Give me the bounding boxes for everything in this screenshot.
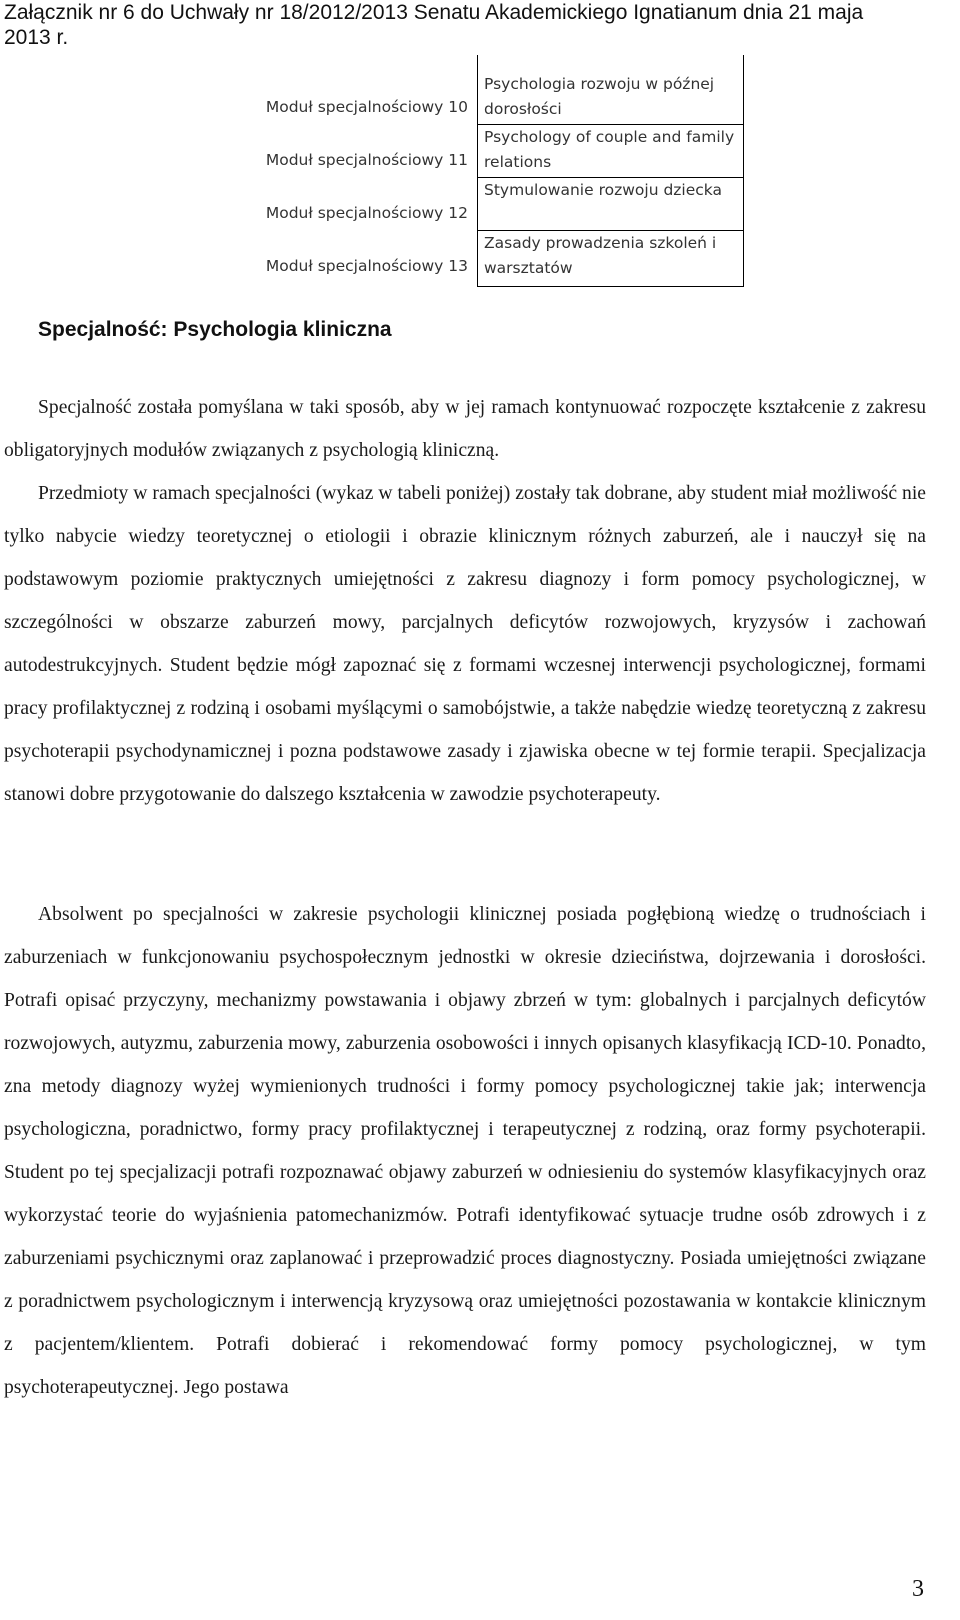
module-title-cell: Psychologia rozwoju w późnej dorosłości [484, 75, 715, 118]
table-column-divider [477, 55, 478, 287]
graduate-paragraph: Absolwent po specjalności w zakresie psychologii klinicznej posiada pogłębioną wiedzę o trudnościach i zaburzeniach w funkcjonowaniu psychospołecznym jednostki w okresie dzieciństwa, dojrzewania i dorosłości. Potrafi opisać przyczyny, mechanizmy powstawania i objawy zbrzeń w tym: globalnych i parcjalnych deficytów rozwojowych, autyzmu, zaburzenia mowy, zaburzenia osobowości i innych opisanych klasyfikacją ICD-10. Ponadto, zna metody diagnozy wyżej wymienionych trudności i formy pomocy psychologicznej takie jak; interwencja psychologiczna, poradnictwo, formy pracy profilaktycznej i terapeutycznej z rodziną, oraz formy psychoterapii. Student po tej specjalizacji potrafi rozpoznawać objawy zaburzeń w odniesieniu do systemów klasyfikacyjnych oraz wykorzystać teorie do wyjaśnienia patomechanizmów. Potrafi identyfikować sytuacje trudne osób zdrowych i z zaburzeniami psychicznymi oraz zaplanować i przeprowadzić proces diagnostyczny. Posiada umiejętności związane z poradnictwem psychologicznym i interwencją kryzysową oraz umiejętności pozostawania w kontakcie klinicznym z pacjentem/klientem. Potrafi dobierać i rekomendować formy pomocy psychologicznej, w tym psychoterapeutycznej. Jego postawa [4, 904, 926, 1398]
module-title-cell: Psychology of couple and family relations [484, 128, 735, 171]
module-title-cell: Zasady prowadzenia szkoleń i warsztatów [484, 234, 717, 277]
page-number: 3 [912, 1576, 924, 1602]
table-bottom-border [477, 286, 744, 287]
intro-paragraph: Specjalność została pomyślana w taki sposób, aby w jej ramach kontynuować rozpoczęte kształcenie z zakresu obligatoryjnych modułów związanych z psychologią kliniczną. [4, 397, 926, 461]
courses-paragraph: Przedmioty w ramach specjalności (wykaz w tabeli poniżej) zostały tak dobrane, aby student miał możliwość nie tylko nabycie wiedzy teoretycznej o etiologii i obrazie klinicznym różnych zaburzeń, ale i nauczył się na podstawowym poziomie praktycznych umiejętności z zakresu diagnozy i form pomocy psychologicznej, w szczególności w obszarze zaburzeń mowy, parcjalnych deficytów rozwojowych, kryzysów i zachowań autodestrukcyjnych. Student będzie mógł zapoznać się z formami wczesnej interwencji psychologicznej, formami pracy profilaktycznej z rodziną i osobami myślącymi o samobójstwie, a także nabędzie wiedzę teoretyczną z zakresu psychoterapii psychodynamicznej i pozna podstawowe zasady i zjawiska obecne w tej formie terapii. Specjalizacja stanowi dobre przygotowanie do dalszego kształcenia w zawodzie psychoterapeuty. [4, 483, 926, 805]
specialization-heading: Specjalność: Psychologia kliniczna [38, 318, 392, 341]
module-title-cell: Stymulowanie rozwoju dziecka [484, 181, 722, 199]
module-name-cell: Moduł specjalnościowy 13 [265, 257, 468, 275]
attachment-header-note: Załącznik nr 6 do Uchwały nr 18/2012/2013 Senatu Akademickiego Ignatianum dnia 21 maja 2013 r. [4, 1, 864, 49]
specialization-modules-table [218, 55, 744, 287]
module-name-cell: Moduł specjalnościowy 12 [265, 204, 468, 222]
module-name-cell: Moduł specjalnościowy 10 [265, 98, 468, 116]
table-right-border [743, 55, 744, 287]
module-name-cell: Moduł specjalnościowy 11 [265, 151, 468, 169]
